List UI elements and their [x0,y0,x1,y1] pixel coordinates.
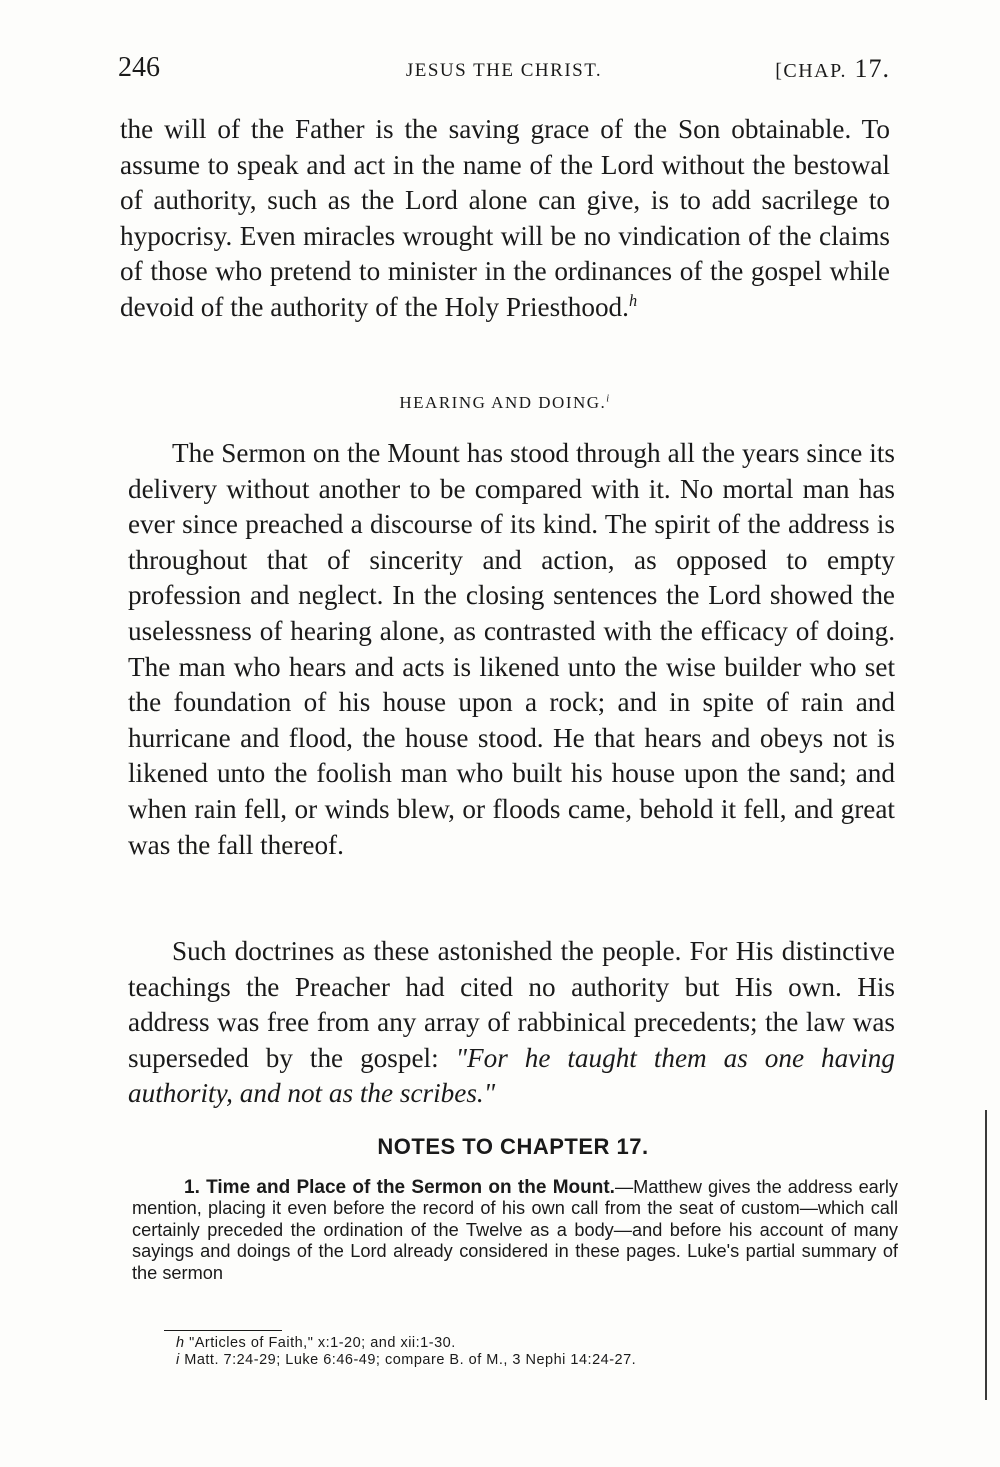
notes-heading: NOTES TO CHAPTER 17. [377,1134,649,1159]
section-subheading [120,393,890,413]
running-title: JESUS THE CHRIST. [405,60,603,81]
paragraph-continued [120,112,890,326]
page-number: 246 [118,52,160,83]
scripture-quote: "For he taught them as one having authority, and not as the scribes." [128,1042,895,1109]
note-1-text: —Matthew gives the address early mention, placing it even before the record of his own call from the seat of custom—which call certainly preceded the ordination of the Twelve as a body—and before his account of many sayings and doings of the Lord already considered in these pages. Luke's partial summary of the sermon [132,1177,898,1283]
note-1-label: 1. Time and Place of the Sermon on the Mount. [184,1177,615,1198]
running-header [118,52,890,92]
chapter-number: 17. [854,54,890,83]
chapter-bracket: [CHAP. [775,60,847,82]
paragraph-doctrines [128,934,895,1112]
paragraph-1-text: the will of the Father is the saving grace of the Son obtainable. To assume to speak and act in the name of the Lord without the bestowal of authority, such as the Lord alone can give, is to add sacrilege to hypocrisy. Even miracles wrought will be no vindication of the claims of those who pretend to minister in the ordinances of the gospel while devoid of the authority of the Holy Priesthood. [120,114,890,322]
footnote-h [176,1335,896,1352]
note-1 [132,1177,898,1284]
footnote-ref-h: h [628,290,638,310]
footnote-i [176,1352,896,1369]
scan-edge-mark [985,1110,987,1400]
subheading-text: HEARING AND DOING. [399,393,607,412]
footnote-text: Matt. 7:24-29; Luke 6:46-49; compare B. of M., 3 Nephi 14:24-27. [184,1352,637,1368]
footnote-ref-i: i [606,393,611,405]
footnote-letter: i [176,1352,180,1368]
paragraph-sermon: The Sermon on the Mount has stood through all the years since its delivery without another to be compared with it. No mortal man has ever since preached a discourse of its kind. The spirit of the address is throughout that of sincerity and action, as opposed to empty profession and neglect. In the closing sentences the Lord showed the uselessness of hearing alone, as contrasted with the efficacy of doing. The man who hears and acts is likened unto the wise builder who set the foundation of his house upon a rock; and in spite of rain and hurricane and flood, the house stood. He that hears and obeys not is likened unto the foolish man who built his house upon the sand; and when rain fell, or winds blew, or floods came, behold it fell, and great was the fall thereof. [128,438,895,860]
footnote-letter: h [176,1335,185,1351]
footnotes [176,1335,896,1369]
footnote-text: "Articles of Faith," x:1-20; and xii:1-30. [189,1335,456,1351]
chapter-label [775,54,890,84]
footnote-divider [164,1330,282,1331]
paragraph-3-text: Such doctrines as these astonished the people. For His distinctive teachings the Preacher had cited no authority but His own. His address was free from any array of rabbinical precedents; the law was superseded by the gospel: [128,936,895,1073]
